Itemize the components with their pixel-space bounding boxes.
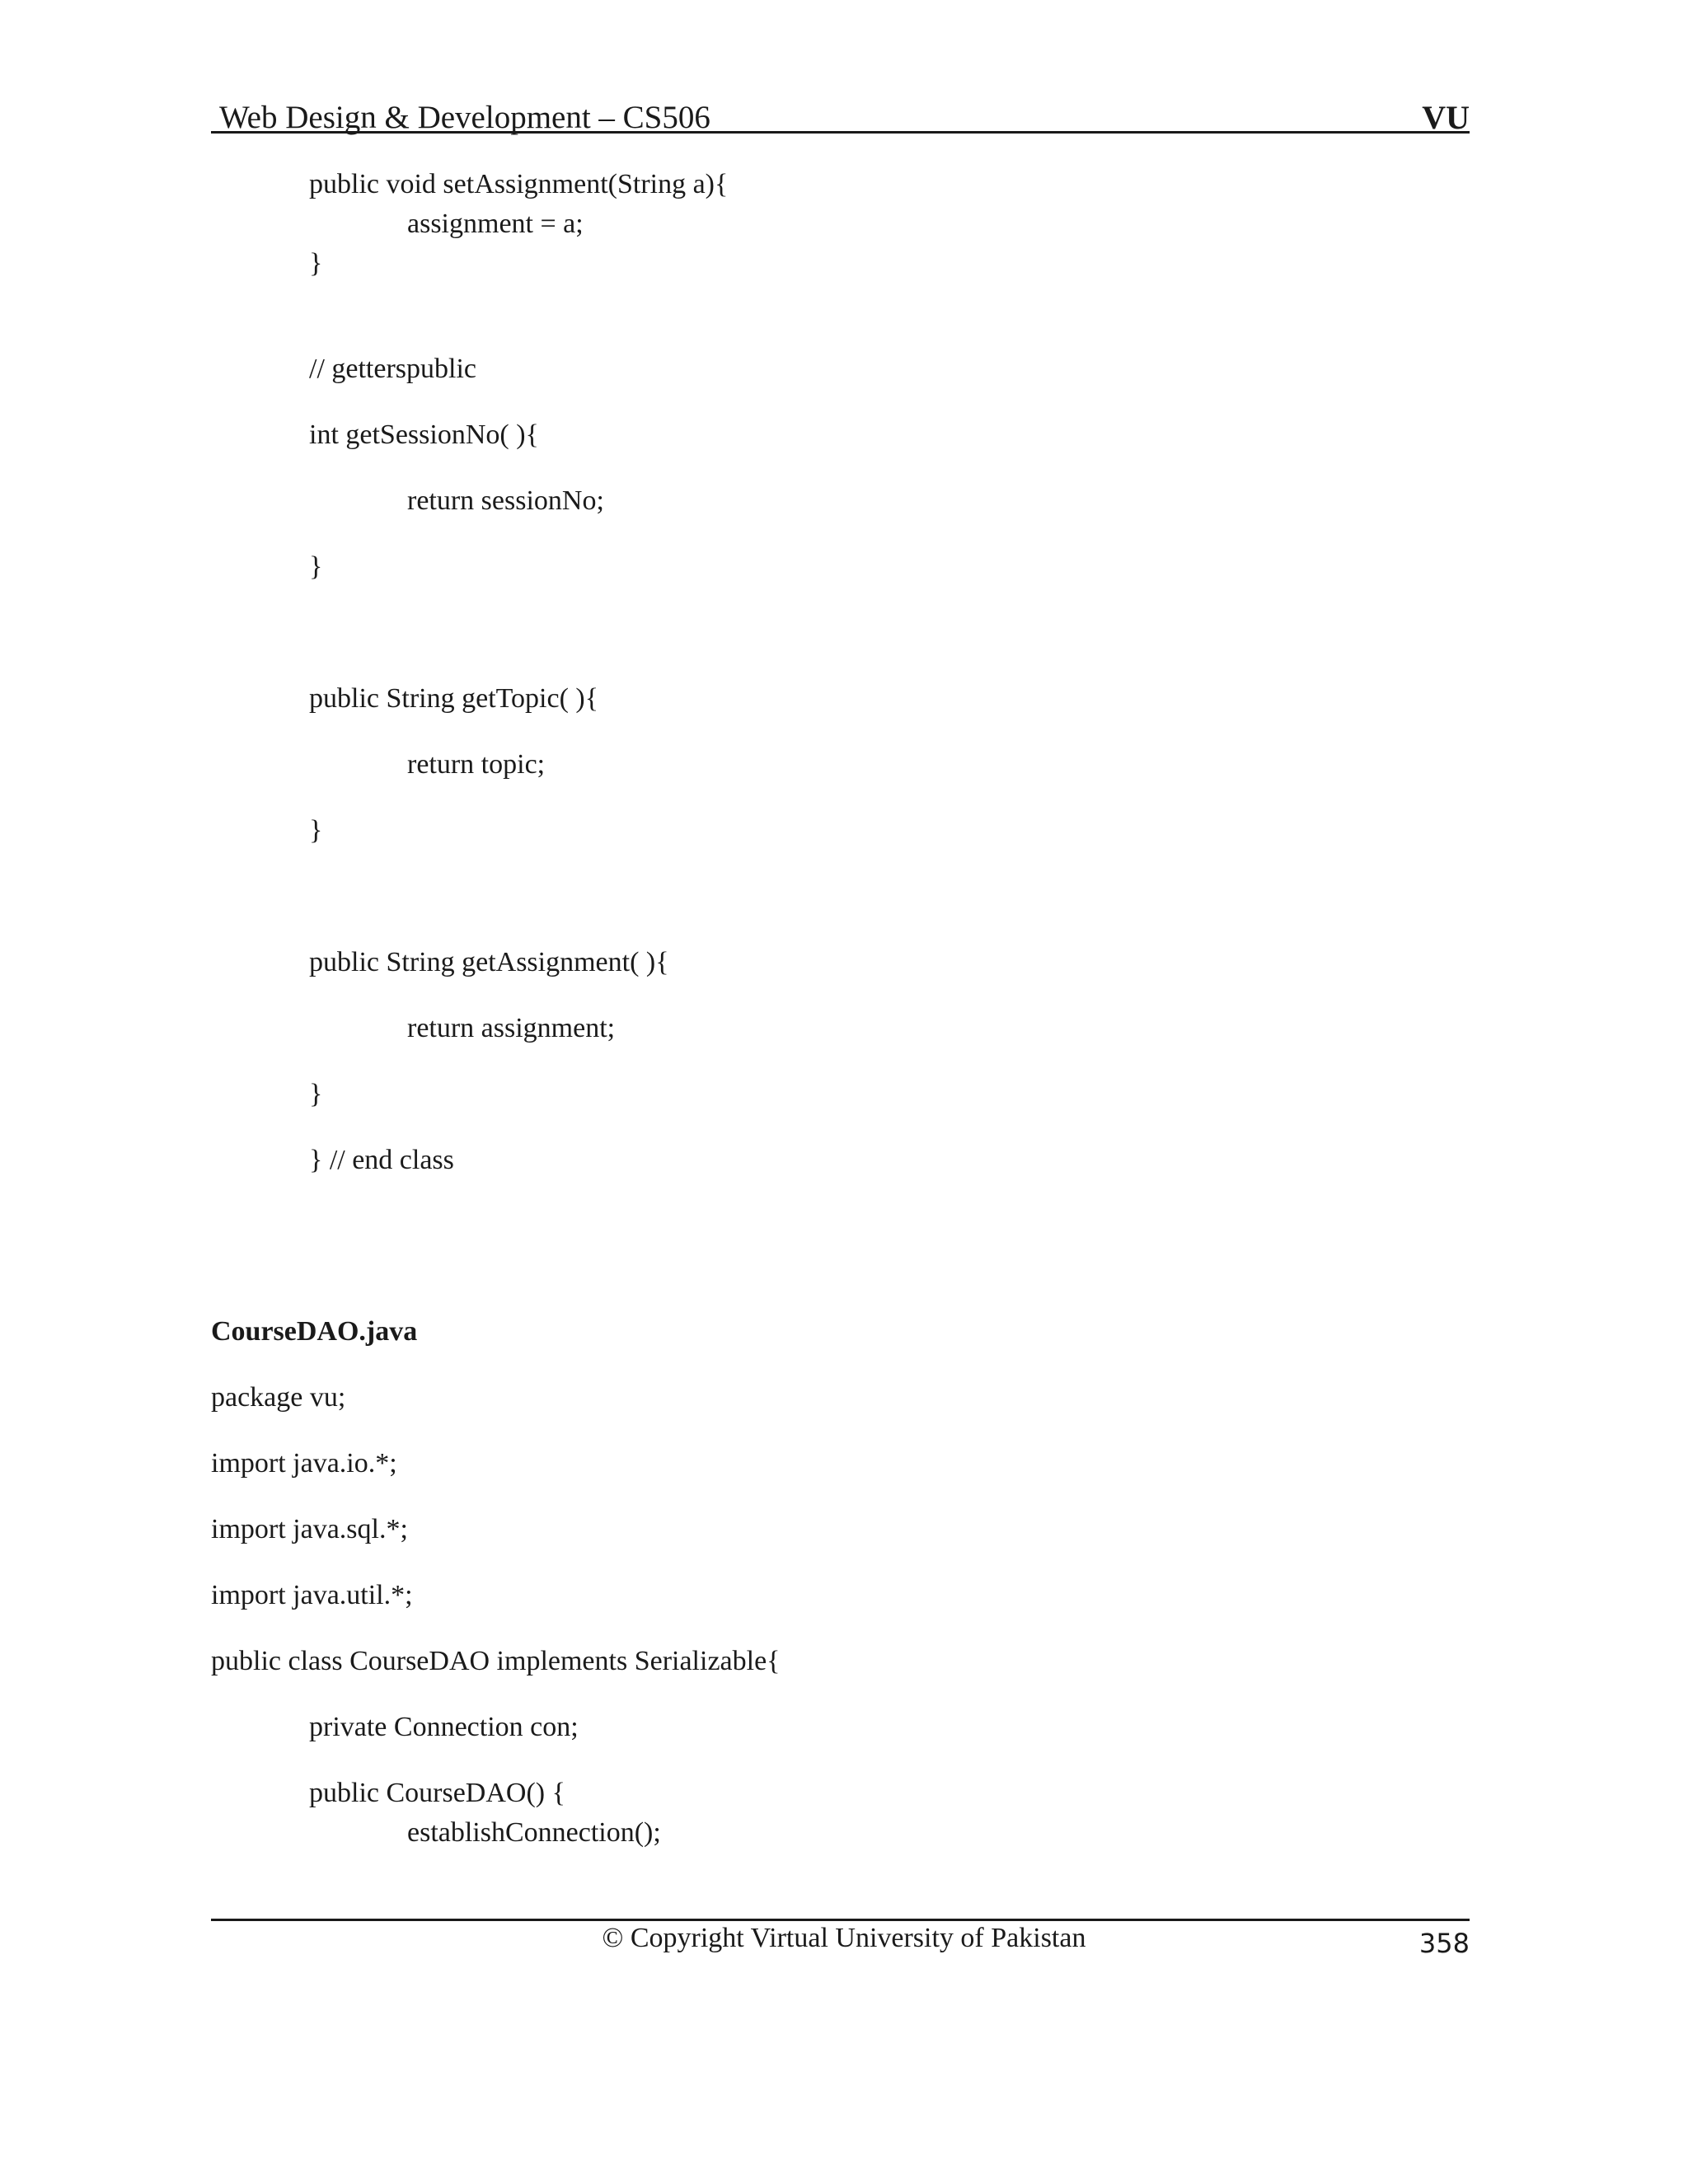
code-line: return topic; — [407, 749, 546, 780]
code-line: } // end class — [309, 1145, 454, 1175]
code-comment-line: // getterspublic — [309, 354, 477, 384]
header-course-title: Web Design & Development – CS506 — [219, 100, 710, 135]
code-line: import java.util.*; — [211, 1580, 413, 1610]
code-line: } — [309, 248, 323, 279]
header-vu-logo: VU — [1422, 99, 1470, 136]
code-line: public CourseDAO() { — [309, 1778, 565, 1808]
code-line: } — [309, 1079, 323, 1109]
code-line: import java.io.*; — [211, 1448, 397, 1479]
code-line: public class CourseDAO implements Serializable{ — [211, 1646, 781, 1676]
code-line: return sessionNo; — [407, 485, 604, 516]
code-line: package vu; — [211, 1382, 346, 1413]
code-line: import java.sql.*; — [211, 1514, 408, 1544]
section-heading: CourseDAO.java — [211, 1316, 418, 1347]
code-line: public String getTopic( ){ — [309, 683, 599, 714]
code-line: return assignment; — [407, 1013, 616, 1043]
footer-copyright: © Copyright Virtual University of Pakistan — [602, 1923, 1086, 1953]
code-line: public void setAssignment(String a){ — [309, 169, 729, 199]
code-line: public String getAssignment( ){ — [309, 947, 669, 977]
code-line: assignment = a; — [407, 209, 584, 239]
code-line: establishConnection(); — [407, 1817, 661, 1848]
code-line: private Connection con; — [309, 1712, 579, 1742]
page-number: 358 — [1418, 1928, 1470, 1959]
header-divider — [211, 131, 1470, 134]
code-line: int getSessionNo( ){ — [309, 419, 539, 450]
code-line: } — [309, 815, 323, 846]
code-line: } — [309, 551, 323, 582]
